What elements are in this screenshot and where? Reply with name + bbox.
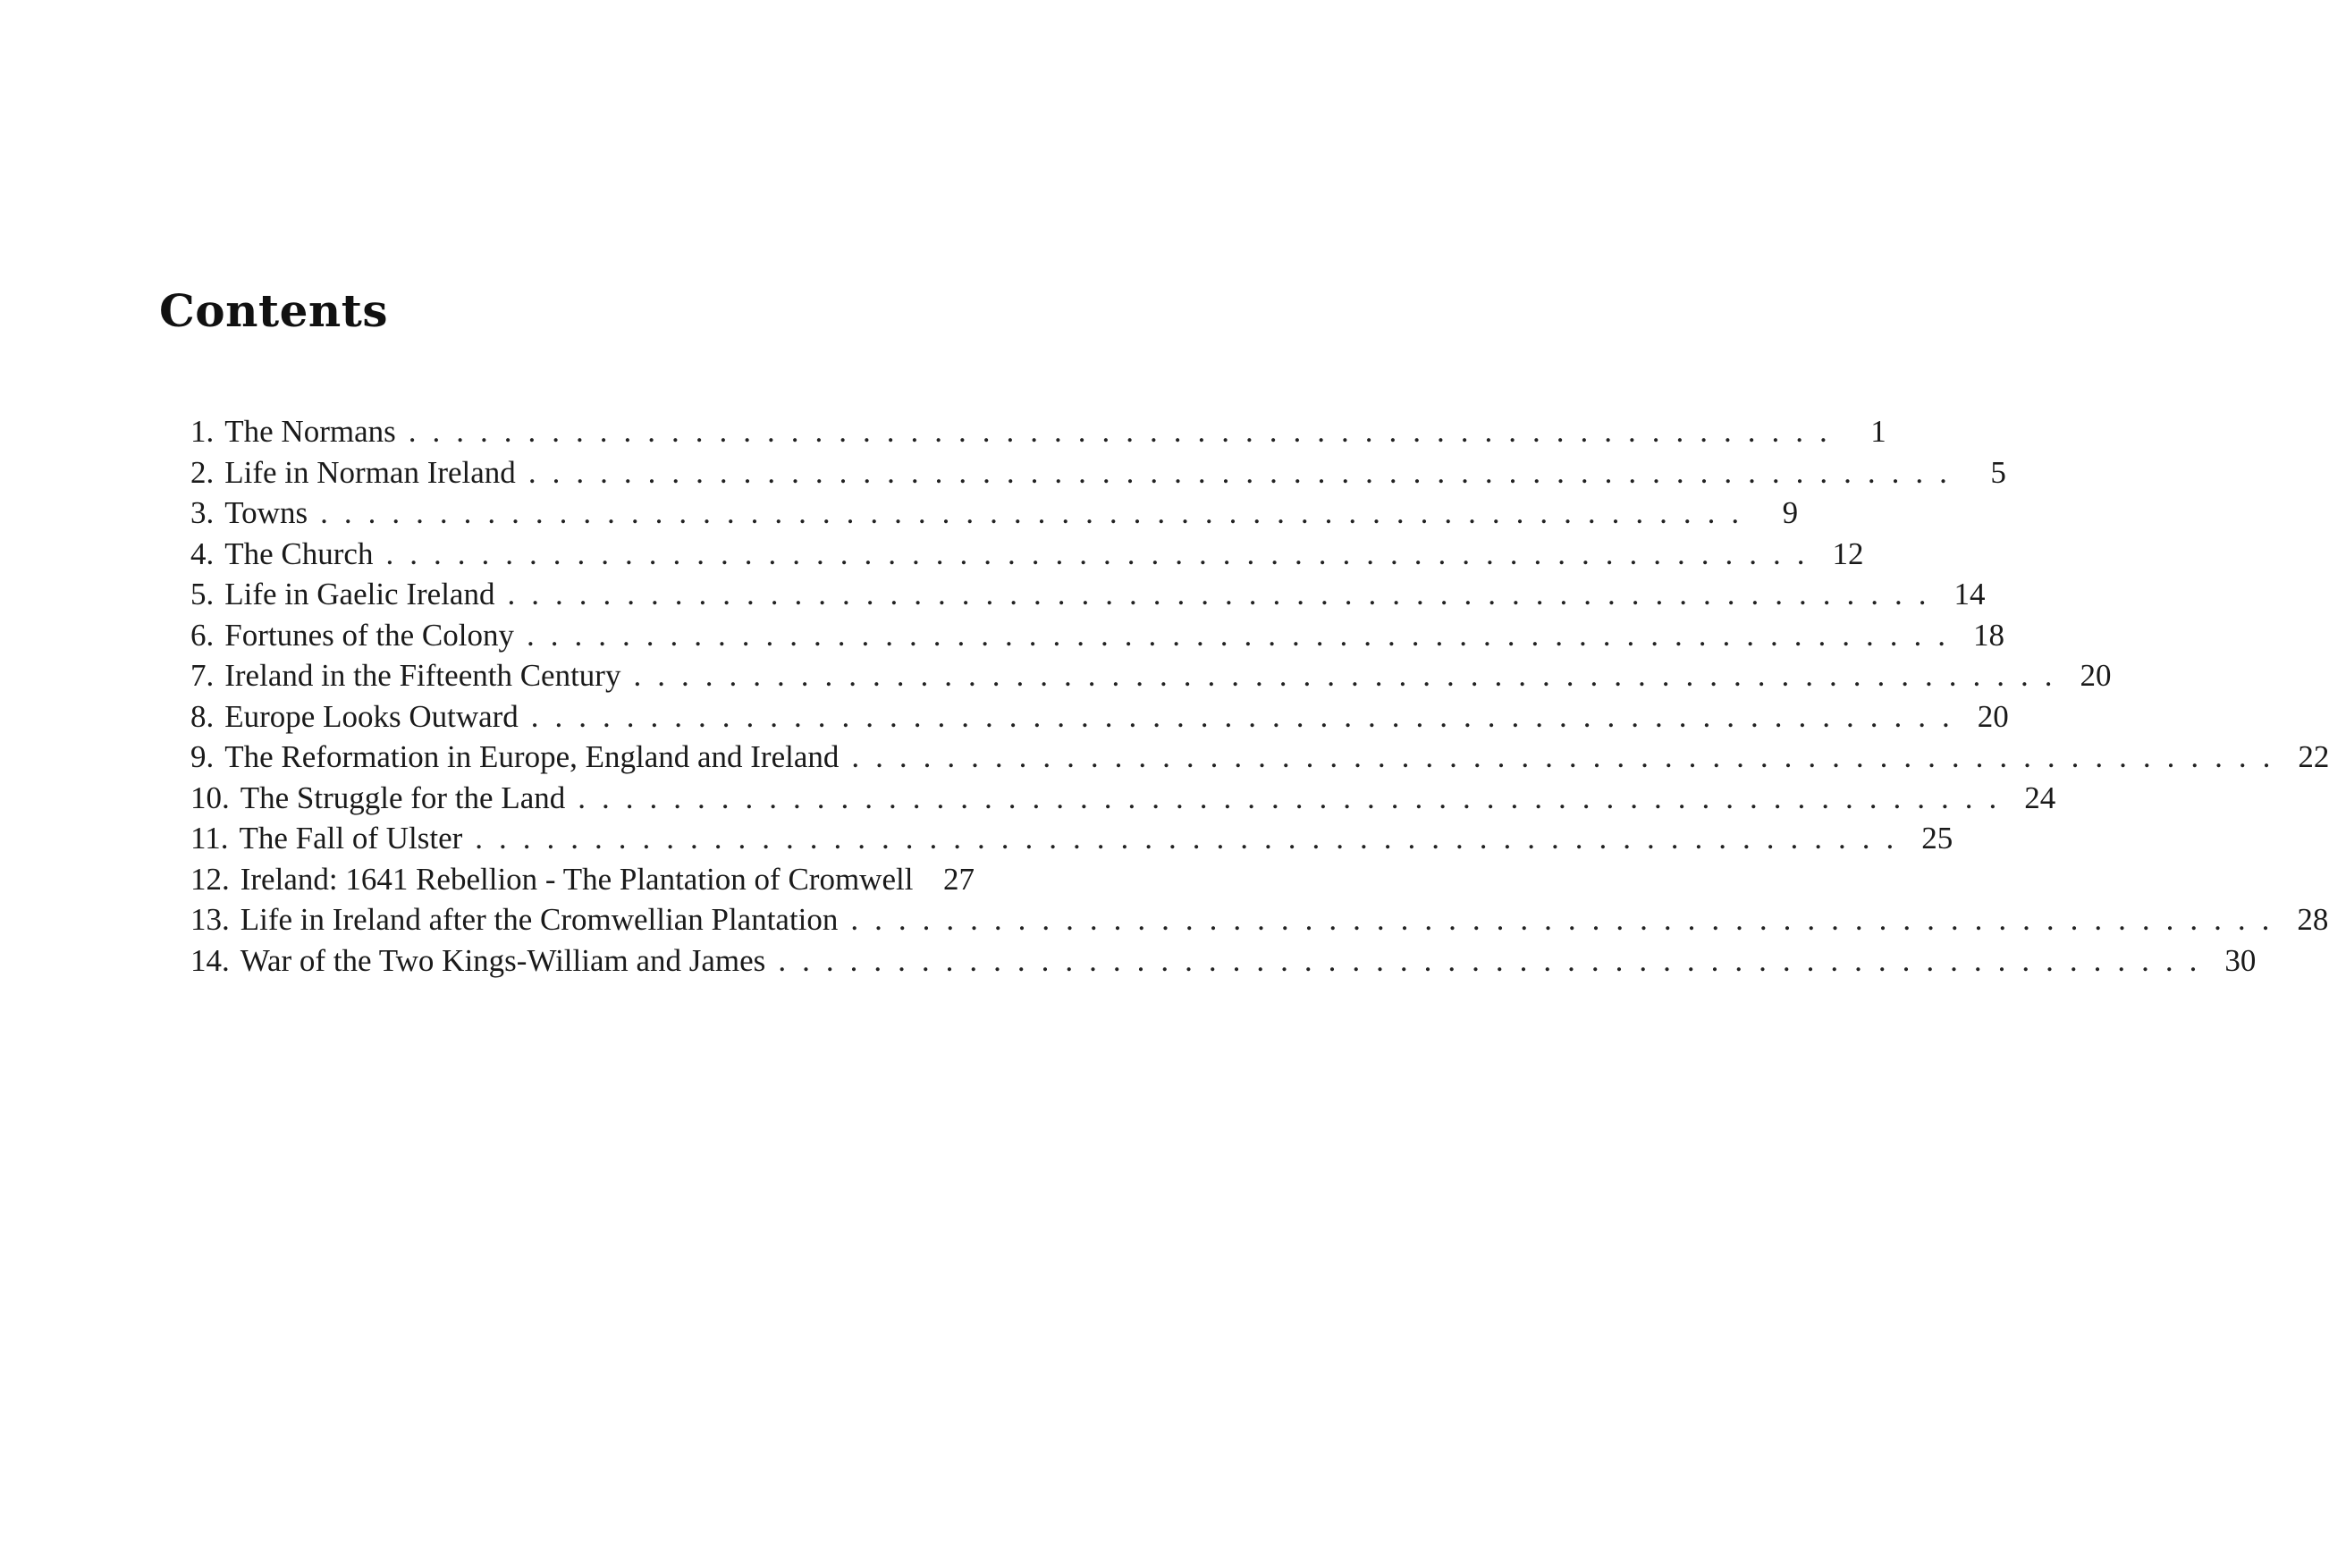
toc-entry bbox=[190, 493, 1799, 534]
dot-leader: ............................................................ bbox=[851, 739, 2287, 774]
toc-entry bbox=[190, 655, 2112, 696]
toc-entry-number: 8. bbox=[190, 698, 215, 734]
toc-entry-text: Life in Ireland after the Cromwellian Plantation bbox=[240, 902, 839, 937]
toc-entry-title bbox=[190, 859, 913, 900]
toc-entry-title bbox=[190, 696, 519, 738]
toc-entry bbox=[190, 818, 1953, 859]
toc-entry-title bbox=[190, 411, 396, 452]
toc-entry-page: 28 bbox=[2297, 902, 2329, 937]
toc-entry-text: The Reformation in Europe, England and Ireland bbox=[224, 739, 840, 774]
toc-entry-text: The Fall of Ulster bbox=[239, 821, 463, 856]
toc-entry bbox=[190, 778, 2056, 819]
toc-entry-number: 13. bbox=[190, 902, 230, 937]
toc-entry-page: 1 bbox=[1870, 414, 1886, 449]
toc-entry-page: 12 bbox=[1832, 535, 1864, 571]
toc-entry-title bbox=[190, 737, 839, 778]
dot-leader: ............................................................ bbox=[320, 495, 1756, 530]
toc-entry-text: The Normans bbox=[224, 414, 396, 449]
table-of-contents bbox=[190, 411, 2329, 981]
toc-entry bbox=[190, 574, 1986, 615]
toc-entry-title bbox=[190, 615, 514, 656]
toc-entry-text: The Church bbox=[224, 535, 374, 571]
toc-entry-text: Towns bbox=[224, 495, 308, 530]
dot-leader: ............................................................ bbox=[385, 535, 1821, 571]
toc-entry-number: 4. bbox=[190, 535, 215, 571]
toc-entry-title bbox=[190, 818, 462, 859]
toc-entry-page: 30 bbox=[2224, 942, 2257, 978]
toc-entry-title bbox=[190, 493, 308, 534]
dot-leader: ............................................................ bbox=[408, 414, 1844, 449]
dot-leader: ............................................................ bbox=[507, 577, 1943, 611]
toc-entry-page: 9 bbox=[1782, 495, 1799, 530]
toc-entry-text: War of the Two Kings-William and James bbox=[240, 942, 766, 978]
dot-leader: ............................................................ bbox=[475, 821, 1911, 856]
toc-entry-text: Fortunes of the Colony bbox=[224, 617, 514, 653]
toc-entry-title bbox=[190, 899, 838, 940]
toc-entry-number: 11. bbox=[190, 821, 229, 856]
toc-entry-number: 5. bbox=[190, 577, 215, 611]
toc-entry-page: 27 bbox=[943, 861, 975, 897]
toc-entry-page: 20 bbox=[2080, 658, 2112, 693]
toc-entry bbox=[190, 534, 1864, 575]
toc-entry bbox=[190, 411, 1886, 452]
toc-entry-page: 14 bbox=[1953, 577, 1986, 611]
dot-leader: ............................................................ bbox=[530, 698, 1966, 734]
toc-entry-title bbox=[190, 452, 516, 493]
toc-entry-number: 6. bbox=[190, 617, 215, 653]
toc-entry-text: Ireland in the Fifteenth Century bbox=[224, 658, 621, 693]
toc-entry-number: 7. bbox=[190, 658, 215, 693]
toc-entry bbox=[190, 859, 975, 900]
toc-entry-number: 9. bbox=[190, 739, 215, 774]
toc-entry bbox=[190, 452, 2006, 493]
dot-leader: ............................................................ bbox=[633, 658, 2069, 693]
toc-entry-page: 24 bbox=[2024, 780, 2056, 815]
dot-leader: ............................................................ bbox=[778, 942, 2214, 978]
dot-leader: ............................................................ bbox=[526, 617, 1962, 653]
toc-entry-title bbox=[190, 574, 494, 615]
toc-entry bbox=[190, 615, 2004, 656]
page-title: Contents bbox=[159, 284, 389, 337]
toc-entry-title bbox=[190, 655, 620, 696]
toc-entry-number: 10. bbox=[190, 780, 230, 815]
toc-entry-text: Europe Looks Outward bbox=[224, 698, 519, 734]
dot-leader: ............................................................ bbox=[578, 780, 2013, 815]
dot-leader: ............................................................ bbox=[850, 902, 2286, 937]
toc-entry-number: 12. bbox=[190, 861, 230, 897]
toc-entry-text: Ireland: 1641 Rebellion - The Plantation of Cromwell bbox=[240, 861, 914, 897]
toc-entry bbox=[190, 737, 2329, 778]
toc-entry-number: 2. bbox=[190, 454, 215, 490]
toc-entry-page: 22 bbox=[2298, 739, 2329, 774]
toc-entry-text: Life in Norman Ireland bbox=[224, 454, 516, 490]
toc-entry-title bbox=[190, 778, 565, 819]
toc-entry-page: 20 bbox=[1977, 698, 2009, 734]
toc-entry-number: 14. bbox=[190, 942, 230, 978]
toc-entry-page: 5 bbox=[1990, 454, 2006, 490]
toc-entry-title bbox=[190, 940, 765, 982]
toc-entry-number: 3. bbox=[190, 495, 215, 530]
toc-entry bbox=[190, 940, 2257, 982]
toc-entry-number: 1. bbox=[190, 414, 215, 449]
toc-entry-title bbox=[190, 534, 373, 575]
toc-entry-page: 25 bbox=[1921, 821, 1953, 856]
toc-entry bbox=[190, 696, 2009, 738]
dot-leader: ............................................................ bbox=[527, 454, 1963, 490]
toc-entry bbox=[190, 899, 2329, 940]
toc-entry-text: The Struggle for the Land bbox=[240, 780, 566, 815]
toc-entry-text: Life in Gaelic Ireland bbox=[224, 577, 495, 611]
toc-entry-page: 18 bbox=[1972, 617, 2004, 653]
